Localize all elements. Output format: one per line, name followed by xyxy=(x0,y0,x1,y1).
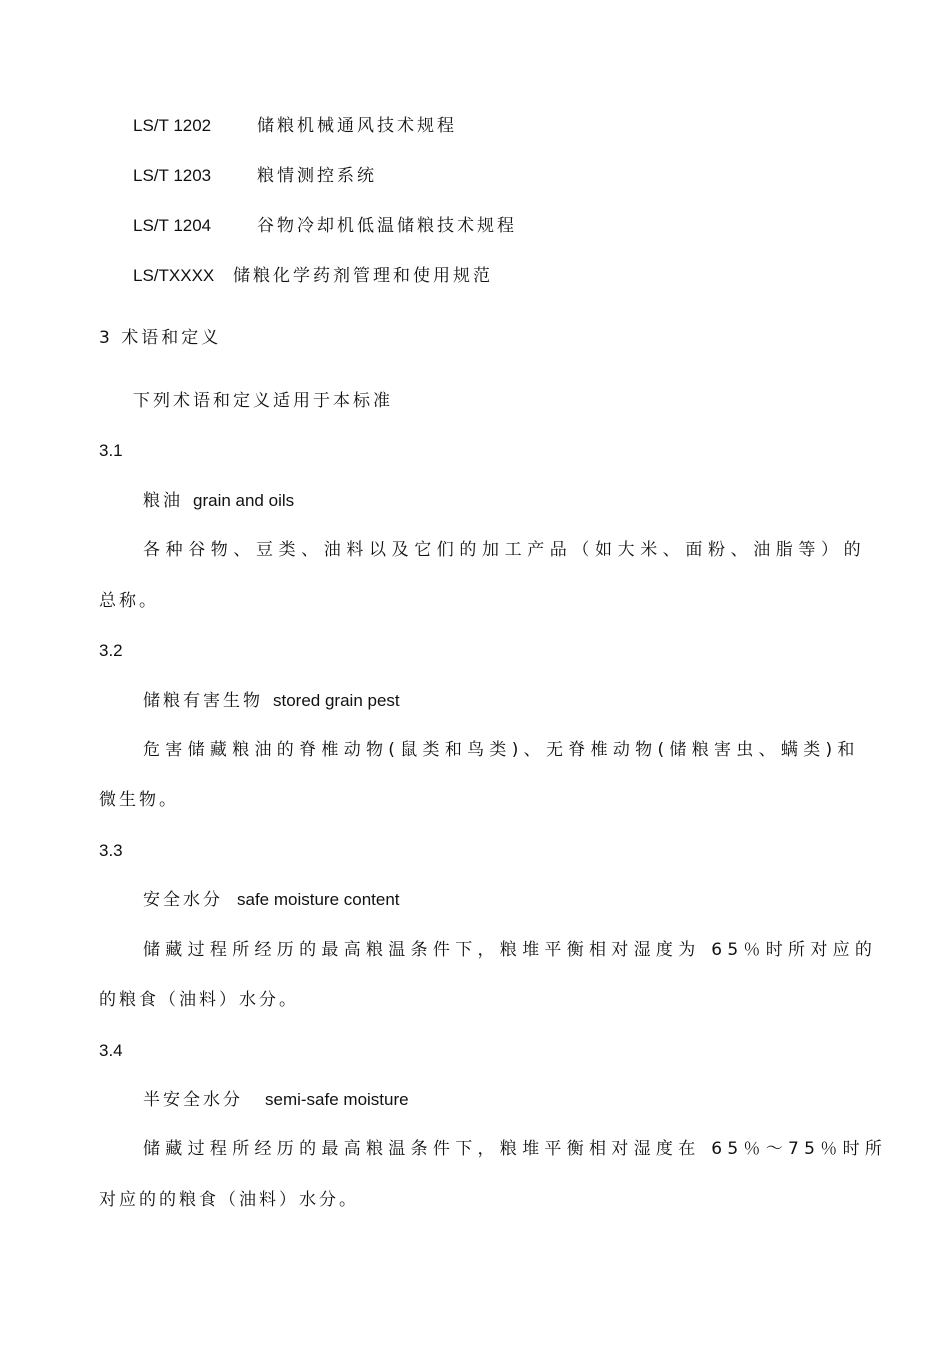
reference-title: 粮情测控系统 xyxy=(257,166,377,186)
term-heading xyxy=(143,489,294,513)
term-zh: 安全水分 xyxy=(143,890,223,910)
term-heading xyxy=(143,1088,409,1112)
term-heading xyxy=(143,888,400,912)
term-definition: 储藏过程所经历的最高粮温条件下，粮堆平衡相对湿度在 65％～75％时所 xyxy=(143,1139,888,1159)
term-definition-cont: 对应的的粮食（油料）水分。 xyxy=(99,1190,359,1210)
section-intro: 下列术语和定义适用于本标准 xyxy=(133,391,393,411)
reference-item xyxy=(133,164,377,188)
reference-item xyxy=(133,264,493,288)
term-zh: 粮油 xyxy=(143,491,183,511)
term-en: safe moisture content xyxy=(237,890,400,909)
term-zh: 半安全水分 xyxy=(143,1090,243,1110)
term-en: stored grain pest xyxy=(273,691,400,710)
term-definition: 危害储藏粮油的脊椎动物(鼠类和鸟类)、无脊椎动物(储粮害虫、螨类)和 xyxy=(143,740,860,760)
reference-code: LS/T 1202 xyxy=(133,116,212,135)
term-definition-cont: 微生物。 xyxy=(99,790,179,810)
reference-title: 储粮化学药剂管理和使用规范 xyxy=(233,266,493,286)
reference-title: 谷物冷却机低温储粮技术规程 xyxy=(257,216,517,236)
reference-title: 储粮机械通风技术规程 xyxy=(257,116,457,136)
reference-code: LS/TXXXX xyxy=(133,266,215,285)
term-definition: 储藏过程所经历的最高粮温条件下，粮堆平衡相对湿度为 65％时所对应的 xyxy=(143,940,878,960)
term-heading xyxy=(143,689,400,713)
term-number: 3.3 xyxy=(99,841,123,860)
term-zh: 储粮有害生物 xyxy=(143,691,263,711)
term-definition-cont: 总称。 xyxy=(99,591,159,611)
term-definition-cont: 的粮食（油料）水分。 xyxy=(99,990,299,1010)
term-en: semi-safe moisture xyxy=(265,1090,409,1109)
term-number: 3.2 xyxy=(99,641,123,660)
term-en: grain and oils xyxy=(193,491,295,510)
reference-code: LS/T 1203 xyxy=(133,166,212,185)
term-number: 3.1 xyxy=(99,441,123,460)
term-number: 3.4 xyxy=(99,1041,123,1060)
section-heading: 3 术语和定义 xyxy=(99,328,222,348)
term-definition: 各种谷物、豆类、油料以及它们的加工产品（如大米、面粉、油脂等）的 xyxy=(143,540,867,560)
reference-item xyxy=(133,214,517,238)
reference-item xyxy=(133,114,457,138)
reference-code: LS/T 1204 xyxy=(133,216,212,235)
